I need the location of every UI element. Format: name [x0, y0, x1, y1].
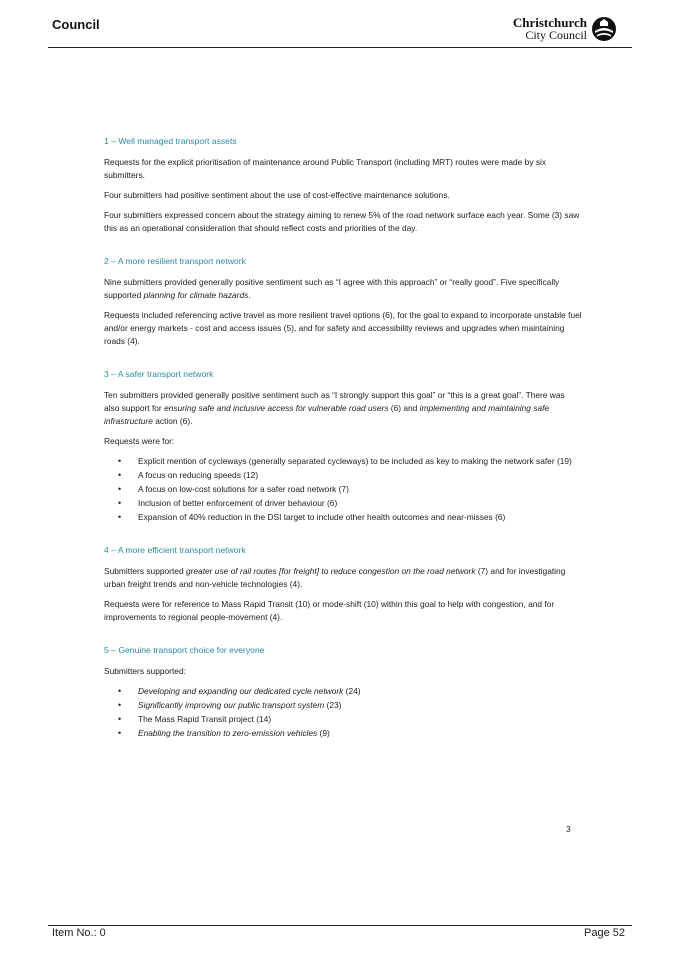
- text-run: Submitters supported: [104, 566, 186, 576]
- list-item: [138, 497, 582, 510]
- text-run: Requests were for reference to Mass Rapid Transit (10) or mode-shift (10) within this goal to help with congestion, and for improvements to regional people-movement (4).: [104, 599, 555, 622]
- logo-line1: Christchurch: [512, 15, 587, 30]
- paragraph: [104, 565, 582, 591]
- paragraph: [104, 389, 582, 428]
- list-item: [138, 727, 582, 740]
- text-run: Requests included referencing active travel as more resilient travel options (6), for the goal to expand to incorporate unstable fuel and/or energy markets - cost and access issues (5), and for safety and accessibility reviews and upgrades when maintaining roads (4).: [104, 310, 582, 346]
- list-item: [138, 511, 582, 524]
- italic-text: greater use of rail routes [for freight] to reduce congestion on the road network: [185, 566, 476, 576]
- bullet-list: [104, 455, 582, 524]
- italic-text: implementing and maintaining safe infrastructure: [104, 403, 550, 426]
- paragraph: [104, 276, 582, 302]
- text-run: (9): [317, 728, 330, 738]
- council-emblem-icon: [591, 16, 617, 42]
- text-run: Submitters supported:: [104, 666, 186, 676]
- inner-page-number: 3: [566, 824, 571, 834]
- paragraph: [104, 189, 582, 202]
- paragraph: [104, 665, 582, 678]
- text-run: Nine submitters provided generally positive sentiment such as “I agree with this approach” or “really good”. Five specifically supported: [104, 277, 560, 300]
- italic-text: Developing and expanding our dedicated cycle network: [138, 686, 344, 696]
- text-run: (24): [343, 686, 361, 696]
- paragraph: [104, 309, 582, 348]
- text-run: action (6).: [152, 416, 193, 426]
- logo-text: [513, 17, 587, 41]
- section-4: [104, 544, 582, 624]
- text-run: Requests for the explicit prioritisation of maintenance around Public Transport (including MRT) routes were made by six submitters.: [104, 157, 547, 180]
- header-divider: [48, 47, 632, 48]
- footer-page-number: Page 52: [584, 927, 625, 939]
- section-heading: 5 – Genuine transport choice for everyone: [104, 645, 265, 655]
- text-run: Requests were for:: [104, 436, 175, 446]
- logo-line2: City Council: [525, 28, 587, 42]
- document-body: [104, 135, 582, 760]
- footer-item-number: Item No.: 0: [52, 927, 106, 939]
- italic-text: planning for climate hazards: [143, 290, 249, 300]
- bullet-list: [104, 685, 582, 740]
- section-heading: 1 – Well managed transport assets: [104, 136, 237, 146]
- list-item: [138, 699, 582, 712]
- council-logo: [513, 15, 617, 43]
- section-heading: 2 – A more resilient transport network: [104, 256, 246, 266]
- section-3: [104, 368, 582, 524]
- header-title: Council: [52, 17, 100, 32]
- list-item: [138, 685, 582, 698]
- paragraph: [104, 209, 582, 235]
- text-run: (23): [324, 700, 342, 710]
- list-item: [138, 455, 582, 468]
- text-run: .: [248, 290, 251, 300]
- italic-text: ensuring safe and inclusive access for vulnerable road users: [164, 403, 389, 413]
- section-heading: 4 – A more efficient transport network: [104, 545, 246, 555]
- text-run: Four submitters had positive sentiment about the use of cost-effective maintenance solutions.: [104, 190, 450, 200]
- section-1: [104, 135, 582, 235]
- list-item: [138, 469, 582, 482]
- text-run: The Mass Rapid Transit project (14): [138, 714, 272, 724]
- text-run: A focus on reducing speeds (12): [138, 470, 259, 480]
- text-run: (7) and for investigating urban freight trends and non-vehicle technologies (4).: [104, 566, 566, 589]
- text-run: Explicit mention of cycleways (generally separated cycleways) to be included as key to making the network safer (19): [138, 456, 572, 466]
- section-heading: 3 – A safer transport network: [104, 369, 214, 379]
- text-run: Expansion of 40% reduction in the DSI target to include other health outcomes and near-misses (6): [138, 512, 506, 522]
- section-5: [104, 644, 582, 740]
- list-item: [138, 713, 582, 726]
- italic-text: Significantly improving our public transport system: [138, 700, 325, 710]
- footer-divider: [48, 925, 632, 926]
- text-run: Four submitters expressed concern about the strategy aiming to renew 5% of the road network surface each year. Some (3) saw this as an operational consideration that should reflect costs and priorities of the day.: [104, 210, 580, 233]
- text-run: A focus on low-cost solutions for a safer road network (7): [138, 484, 349, 494]
- paragraph: [104, 598, 582, 624]
- paragraph: [104, 435, 582, 448]
- text-run: (6) and: [388, 403, 420, 413]
- text-run: Ten submitters provided generally positive sentiment such as “I strongly support this goal” or “this is a great goal”. There was also support for: [104, 390, 565, 413]
- italic-text: Enabling the transition to zero-emission vehicles: [138, 728, 318, 738]
- list-item: [138, 483, 582, 496]
- text-run: Inclusion of better enforcement of driver behaviour (6): [138, 498, 338, 508]
- paragraph: [104, 156, 582, 182]
- section-2: [104, 255, 582, 348]
